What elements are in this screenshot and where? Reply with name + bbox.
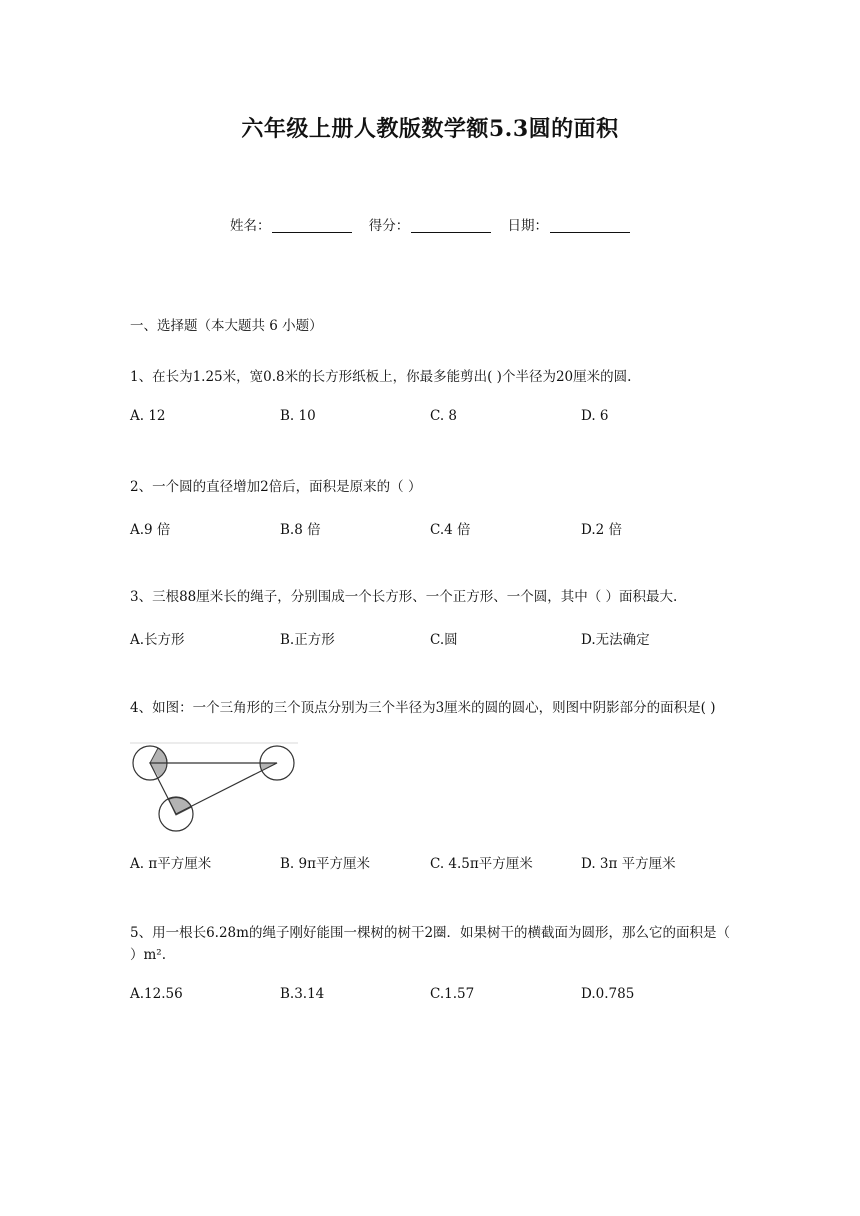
question-3-option-d: D.无法确定: [581, 632, 650, 648]
score-blank: [411, 218, 491, 233]
shaded-sector-top-left: [150, 748, 167, 763]
date-label: 日期：: [507, 218, 549, 234]
question-5-option-c: C.1.57: [430, 986, 475, 1002]
question-1-option-a: A. 12: [130, 408, 166, 424]
triangle: [150, 763, 277, 814]
question-2-option-d: D.2 倍: [581, 522, 623, 538]
question-1-option-c: C. 8: [430, 408, 458, 424]
triangle-circles-figure: [130, 742, 300, 834]
name-field: [230, 214, 353, 234]
section-heading: 一、选择题（本大题共 6 小题）: [130, 318, 323, 334]
question-2-option-b: B.8 倍: [280, 522, 321, 538]
question-4-option-d: D. 3π 平方厘米: [581, 856, 676, 872]
question-5-option-d: D.0.785: [581, 986, 635, 1002]
name-label: 姓名：: [229, 218, 271, 234]
score-field: [369, 214, 492, 234]
question-5-option-b: B.3.14: [280, 986, 325, 1002]
student-info-row: [0, 214, 860, 234]
question-3-text: 3、三根88厘米长的绳子，分别围成一个长方形、一个正方形、一个圆，其中（ ）面积最大.: [130, 589, 678, 605]
question-1-text: 1、在长为1.25米，宽0.8米的长方形纸板上，你最多能剪出( )个半径为20厘米的圆.: [130, 369, 632, 385]
question-1-option-d: D. 6: [581, 408, 609, 424]
question-1-option-b: B. 10: [280, 408, 316, 424]
question-3-option-a: A.长方形: [130, 632, 185, 648]
question-4-option-a: A. π平方厘米: [130, 856, 212, 872]
page-title: 六年级上册人教版数学额5.3圆的面积: [241, 116, 619, 142]
question-3-option-c: C.圆: [430, 632, 458, 648]
question-5-text: 5、用一根长6.28m的绳子刚好能围一棵树的树干2圈．如果树干的横截面为圆形，那么它的面积是（ ）m².: [130, 925, 731, 963]
question-4-option-c: C. 4.5π平方厘米: [430, 856, 533, 872]
question-2-option-c: C.4 倍: [430, 522, 471, 538]
question-5-option-a: A.12.56: [130, 986, 183, 1002]
date-blank: [550, 218, 630, 233]
question-4-option-b: B. 9π平方厘米: [280, 856, 370, 872]
shaded-sector-top-left-lower: [150, 763, 167, 778]
name-blank: [272, 218, 352, 233]
question-3-option-b: B.正方形: [280, 632, 335, 648]
score-label: 得分：: [368, 218, 410, 234]
date-field: [508, 214, 631, 234]
question-2-text: 2、一个圆的直径增加2倍后，面积是原来的（ ）: [130, 479, 422, 495]
question-4-text: 4、如图：一个三角形的三个顶点分别为三个半径为3厘米的圆的圆心，则图中阴影部分的面积是( ): [130, 700, 716, 716]
question-2-option-a: A.9 倍: [130, 522, 171, 538]
